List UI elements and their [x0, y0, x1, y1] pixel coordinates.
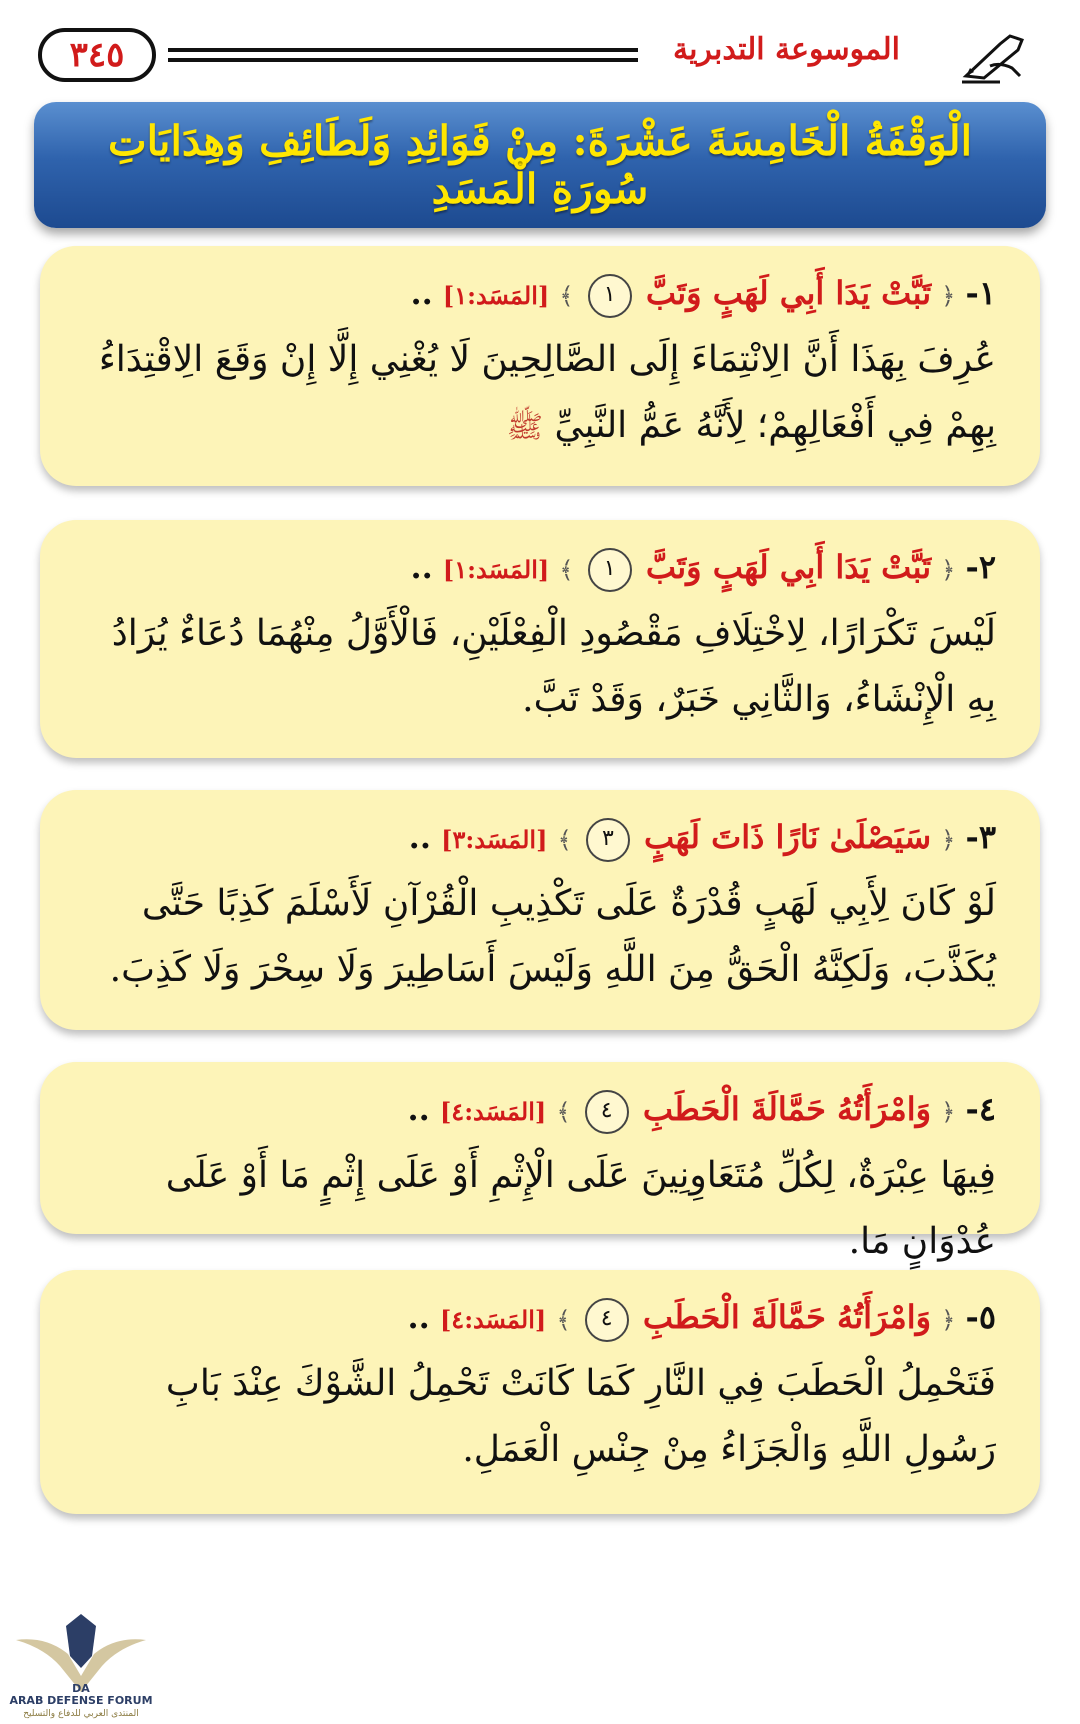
- benefit-text: فِيهَا عِبْرَةٌ، لِكُلِّ مُتَعَاوِنِينَ عَلَى الْإِثْمِ أَوْ عَلَى إِثْمٍ مَا أَوْ عَلَى عُدْوَانٍ مَا.: [165, 1155, 996, 1262]
- header-divider: [168, 48, 638, 62]
- verse-text: وَامْرَأَتُهُ حَمَّالَةَ الْحَطَبِ: [642, 1298, 932, 1336]
- verse-text: سَيَصْلَىٰ نَارًا ذَاتَ لَهَبٍ: [644, 818, 932, 856]
- forum-watermark-logo: [6, 1596, 156, 1720]
- benefit-card-1: [40, 246, 1040, 486]
- surah-reference: [المَسَد:٣]: [441, 825, 548, 854]
- benefit-text: لَيْسَ تَكْرَارًا، لِاخْتِلَافِ مَقْصُودِ الْفِعْلَيْنِ، فَالْأَوَّلُ مِنْهُمَا دُعَاءٌ يُرَادُ بِهِ الْإِنْشَاءُ، وَالثَّانِي خَبَرٌ، وَقَدْ تَبَّ.: [111, 613, 996, 720]
- verse-line: ٢- ﴿ تَبَّتْ يَدَا أَبِي لَهَبٍ وَتَبَّ ١ ﴾ [المَسَد:١] ..: [84, 544, 996, 593]
- page-header: [30, 20, 1050, 92]
- ornament-open-icon: ﴿: [941, 1306, 956, 1334]
- item-number: ٤-: [965, 1090, 996, 1128]
- ornament-close-icon: ﴾: [556, 1098, 571, 1126]
- pen-writing-icon: [960, 26, 1030, 86]
- ornament-close-icon: ﴾: [559, 556, 574, 584]
- verse-line: ٤- ﴿ وَامْرَأَتُهُ حَمَّالَةَ الْحَطَبِ ٤ ﴾ [المَسَد:٤] ..: [84, 1086, 996, 1135]
- surah-reference: [المَسَد:٤]: [439, 1305, 547, 1334]
- verse-text: وَامْرَأَتُهُ حَمَّالَةَ الْحَطَبِ: [642, 1090, 932, 1128]
- page-number-badge: ٣٤٥: [38, 28, 156, 82]
- ornament-open-icon: ﴿: [941, 282, 956, 310]
- watermark-english: ARAB DEFENSE FORUM: [9, 1694, 153, 1707]
- ayah-number-marker: ٤: [585, 1090, 629, 1134]
- ayah-number-marker: ٤: [585, 1298, 629, 1342]
- section-banner: [34, 102, 1046, 228]
- item-number: ٥-: [965, 1298, 996, 1336]
- benefit-card-3: [40, 790, 1040, 1030]
- item-number: ١-: [965, 274, 996, 312]
- benefit-card-5: [40, 1270, 1040, 1514]
- ayah-number-marker: ٣: [586, 818, 630, 862]
- verse-line: ٣- ﴿ سَيَصْلَىٰ نَارًا ذَاتَ لَهَبٍ ٣ ﴾ [المَسَد:٣] ..: [84, 814, 996, 863]
- watermark-arabic: المنتدى العربي للدفاع والتسليح: [23, 1709, 139, 1719]
- benefit-card-2: [40, 520, 1040, 758]
- ornament-open-icon: ﴿: [941, 826, 956, 854]
- ayah-number-marker: ١: [588, 274, 632, 318]
- ornament-close-icon: ﴾: [556, 1306, 571, 1334]
- encyclopedia-title: الموسوعة التدبرية: [673, 32, 900, 67]
- benefit-text: عُرِفَ بِهَذَا أَنَّ الِانْتِمَاءَ إِلَى الصَّالِحِينَ لَا يُغْنِي إِلَّا إِنْ وَقَعَ الِاقْتِدَاءُ بِهِمْ فِي أَفْعَالِهِمْ؛ لِأَنَّهُ عَمُّ النَّبِيِّ ﷺ: [98, 339, 996, 446]
- ornament-open-icon: ﴿: [941, 1098, 956, 1126]
- surah-reference: [المَسَد:١]: [442, 281, 550, 310]
- section-title: الْوَقْفَةُ الْخَامِسَةَ عَشْرَةَ: مِنْ فَوَائِدِ وَلَطَائِفِ وَهِدَايَاتِ سُورَةِ الْمَسَدِ: [107, 117, 973, 213]
- item-number: ٢-: [965, 548, 996, 586]
- watermark-badge: DA: [72, 1682, 90, 1695]
- verse-text: تَبَّتْ يَدَا أَبِي لَهَبٍ وَتَبَّ: [645, 274, 932, 312]
- verse-line: ١- ﴿ تَبَّتْ يَدَا أَبِي لَهَبٍ وَتَبَّ ١ ﴾ [المَسَد:١] ..: [84, 270, 996, 319]
- ornament-close-icon: ﴾: [557, 826, 572, 854]
- ornament-close-icon: ﴾: [559, 282, 574, 310]
- ayah-number-marker: ١: [588, 548, 632, 592]
- verse-text: تَبَّتْ يَدَا أَبِي لَهَبٍ وَتَبَّ: [645, 548, 932, 586]
- surah-reference: [المَسَد:٤]: [439, 1097, 547, 1126]
- benefit-card-4: [40, 1062, 1040, 1262]
- item-number: ٣-: [965, 818, 996, 856]
- honorific-symbol: ﷺ: [506, 410, 544, 445]
- benefit-text: لَوْ كَانَ لِأَبِي لَهَبٍ قُدْرَةٌ عَلَى تَكْذِيبِ الْقُرْآنِ لَأَسْلَمَ كَذِبًا حَتَّى يُكَذَّبَ، وَلَكِنَّهُ الْحَقُّ مِنَ اللَّهِ وَلَيْسَ أَسَاطِيرَ وَلَا سِحْرَ وَلَا كَذِبَ.: [109, 883, 996, 990]
- ornament-open-icon: ﴿: [941, 556, 956, 584]
- surah-reference: [المَسَد:١]: [442, 555, 550, 584]
- benefit-text: فَتَحْمِلُ الْحَطَبَ فِي النَّارِ كَمَا كَانَتْ تَحْمِلُ الشَّوْكَ عِنْدَ بَابِ رَسُولِ اللَّهِ وَالْجَزَاءُ مِنْ جِنْسِ الْعَمَلِ.: [165, 1363, 996, 1470]
- verse-line: ٥- ﴿ وَامْرَأَتُهُ حَمَّالَةَ الْحَطَبِ ٤ ﴾ [المَسَد:٤] ..: [84, 1294, 996, 1343]
